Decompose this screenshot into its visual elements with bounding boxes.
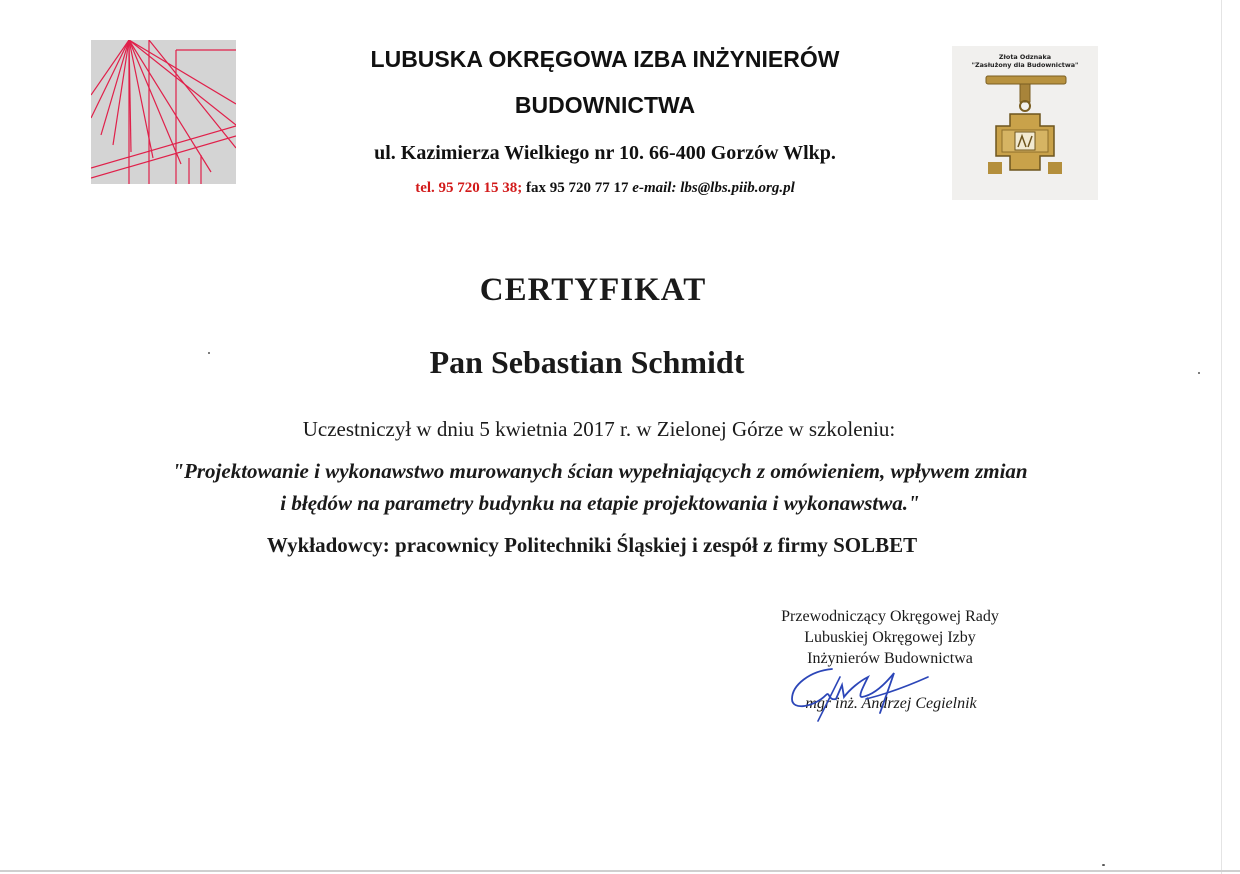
organization-name-line1: LUBUSKA OKRĘGOWA IZBA INŻYNIERÓW	[370, 46, 840, 72]
signatory-title-line3: Inżynierów Budownictwa	[807, 650, 973, 667]
participation-statement: Uczestniczył w dniu 5 kwietnia 2017 r. w Zielonej Górze w szkoleniu:	[302, 417, 896, 441]
email-address: e-mail: lbs@lbs.piib.org.pl	[632, 180, 795, 196]
lecturers-line: Wykładowcy: pracownicy Politechniki Śląskiej i zespół z firmy SOLBET	[266, 533, 918, 557]
training-title	[60, 455, 1140, 519]
organization-address: ul. Kazimierza Wielkiego nr 10. 66-400 Gorzów Wlkp.	[374, 142, 836, 164]
medal-caption-line1: Złota Odznaka	[998, 53, 1052, 61]
medal-photo	[952, 46, 1098, 200]
recipient-name: Pan Sebastian Schmidt	[429, 344, 745, 380]
signatory-title-line2: Lubuskiej Okręgowej Izby	[804, 629, 976, 646]
handwritten-signature-icon	[770, 655, 950, 725]
medal-icon	[952, 70, 1098, 198]
signatory-title-line1: Przewodniczący Okręgowej Rady	[781, 608, 999, 625]
training-title-line2: i błędów na parametry budynku na etapie projektowania i wykonawstwa."	[280, 491, 920, 515]
contact-line	[270, 180, 940, 197]
certificate-title: CERTYFIKAT	[479, 272, 707, 308]
scan-dust-speck	[1102, 864, 1105, 866]
scan-edge-bottom	[0, 870, 1240, 872]
scan-dust-speck	[1198, 372, 1200, 374]
scan-edge-right	[1221, 0, 1222, 874]
training-title-line1: "Projektowanie i wykonawstwo murowanych ścian wypełniających z omówieniem, wpływem zmian	[172, 459, 1028, 483]
telephone-number: tel. 95 720 15 38;	[415, 180, 523, 196]
scan-dust-speck	[208, 352, 210, 354]
organization-logo	[91, 40, 236, 184]
medal-caption-line2: "Zasłużony dla Budownictwa"	[971, 61, 1079, 69]
signer-name: mgr inż. Andrzej Cegielnik	[805, 695, 977, 712]
bridge-lines-logo-icon	[91, 40, 236, 184]
organization-name-line2: BUDOWNICTWA	[514, 92, 696, 118]
fax-number: fax 95 720 77 17	[522, 180, 633, 196]
